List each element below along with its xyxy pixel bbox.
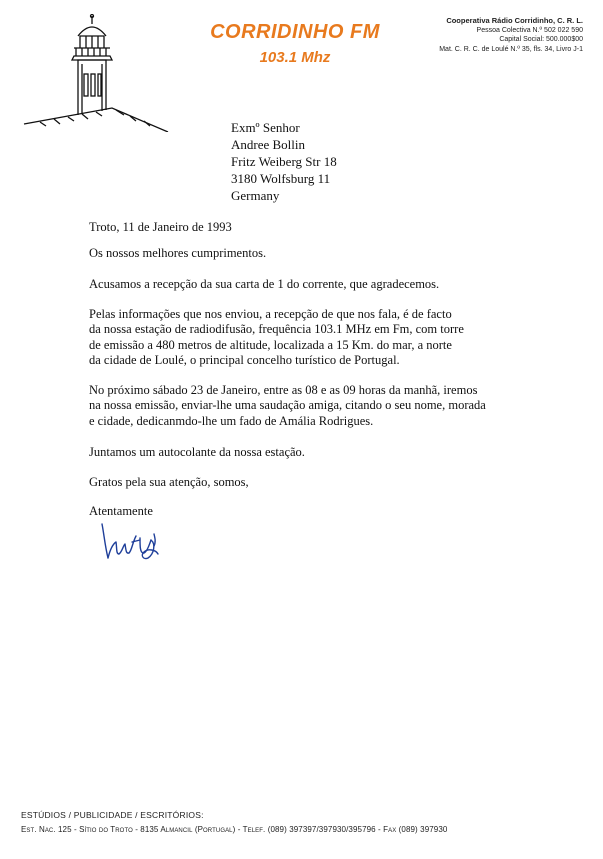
letter-acknowledgement: Acusamos a recepção da sua carta de 1 do corrente, que agradecemos. xyxy=(89,277,440,291)
text-line: de emissão a 480 metros de altitude, localizada a 15 Km. do mar, a norte xyxy=(89,337,452,352)
recipient-address xyxy=(231,119,337,204)
recipient-city: 3180 Wolfsburg 11 xyxy=(231,171,331,186)
letter-greeting: Os nossos melhores cumprimentos. xyxy=(89,245,267,260)
recipient-street: Fritz Weiberg Str 18 xyxy=(231,154,337,169)
coop-tax-number: Pessoa Colectiva N.º 502 022 590 xyxy=(476,26,583,34)
footer-departments: ESTÚDIOS / PUBLICIDADE / ESCRITÓRIOS: xyxy=(21,810,204,820)
handwritten-signature-icon xyxy=(96,520,162,566)
recipient-salutation: Exmº Senhor xyxy=(231,120,300,135)
letter-sticker-note: Juntamos um autocolante da nossa estação. xyxy=(89,445,305,459)
coop-registration: Mat. C. R. C. de Loulé N.º 35, fls. 34, Livro J-1 xyxy=(439,45,583,53)
text-line: da nossa estação de radiodifusão, frequência 103.1 MHz em Fm, com torre xyxy=(89,322,464,336)
footer-address: Est. Nac. 125 - Sítio do Troto - 8135 Almancil (Portugal) - Telef. (089) 397397/397930/395796 - Fax (089) 397930 xyxy=(21,825,448,834)
letter-paragraph-broadcast xyxy=(89,383,559,430)
recipient-country: Germany xyxy=(231,188,280,203)
coop-name: Cooperativa Rádio Corridinho, C. R. L. xyxy=(446,16,583,25)
text-line: e cidade, dedicanmdo-lhe um fado de Amália Rodrigues. xyxy=(89,413,374,428)
letterhead-footer xyxy=(21,810,447,835)
station-name: CORRIDINHO FM xyxy=(210,21,380,43)
letter-date: Troto, 11 de Janeiro de 1993 xyxy=(89,220,232,234)
text-line: No próximo sábado 23 de Janeiro, entre as 08 e as 09 horas da manhã, iremos xyxy=(89,382,478,397)
recipient-name: Andree Bollin xyxy=(231,137,306,152)
letter-closing: Atentamente xyxy=(89,504,153,518)
cooperative-details xyxy=(383,16,583,54)
station-frequency: 103.1 Mhz xyxy=(259,49,331,66)
text-line: Pelas informações que nos enviou, a recepção de que nos fala, é de facto xyxy=(89,306,452,321)
letter-paragraph-reception xyxy=(89,307,559,369)
letter-body xyxy=(89,220,559,520)
coop-capital: Capital Social: 500.000$00 xyxy=(499,36,583,43)
lighthouse-chimney-icon xyxy=(20,14,170,132)
letter-thanks: Gratos pela sua atenção, somos, xyxy=(89,474,249,489)
text-line: na nossa emissão, enviar-lhe uma saudação amiga, citando o seu nome, morada xyxy=(89,398,486,412)
text-line: da cidade de Loulé, o principal concelho turístico de Portugal. xyxy=(89,353,400,367)
